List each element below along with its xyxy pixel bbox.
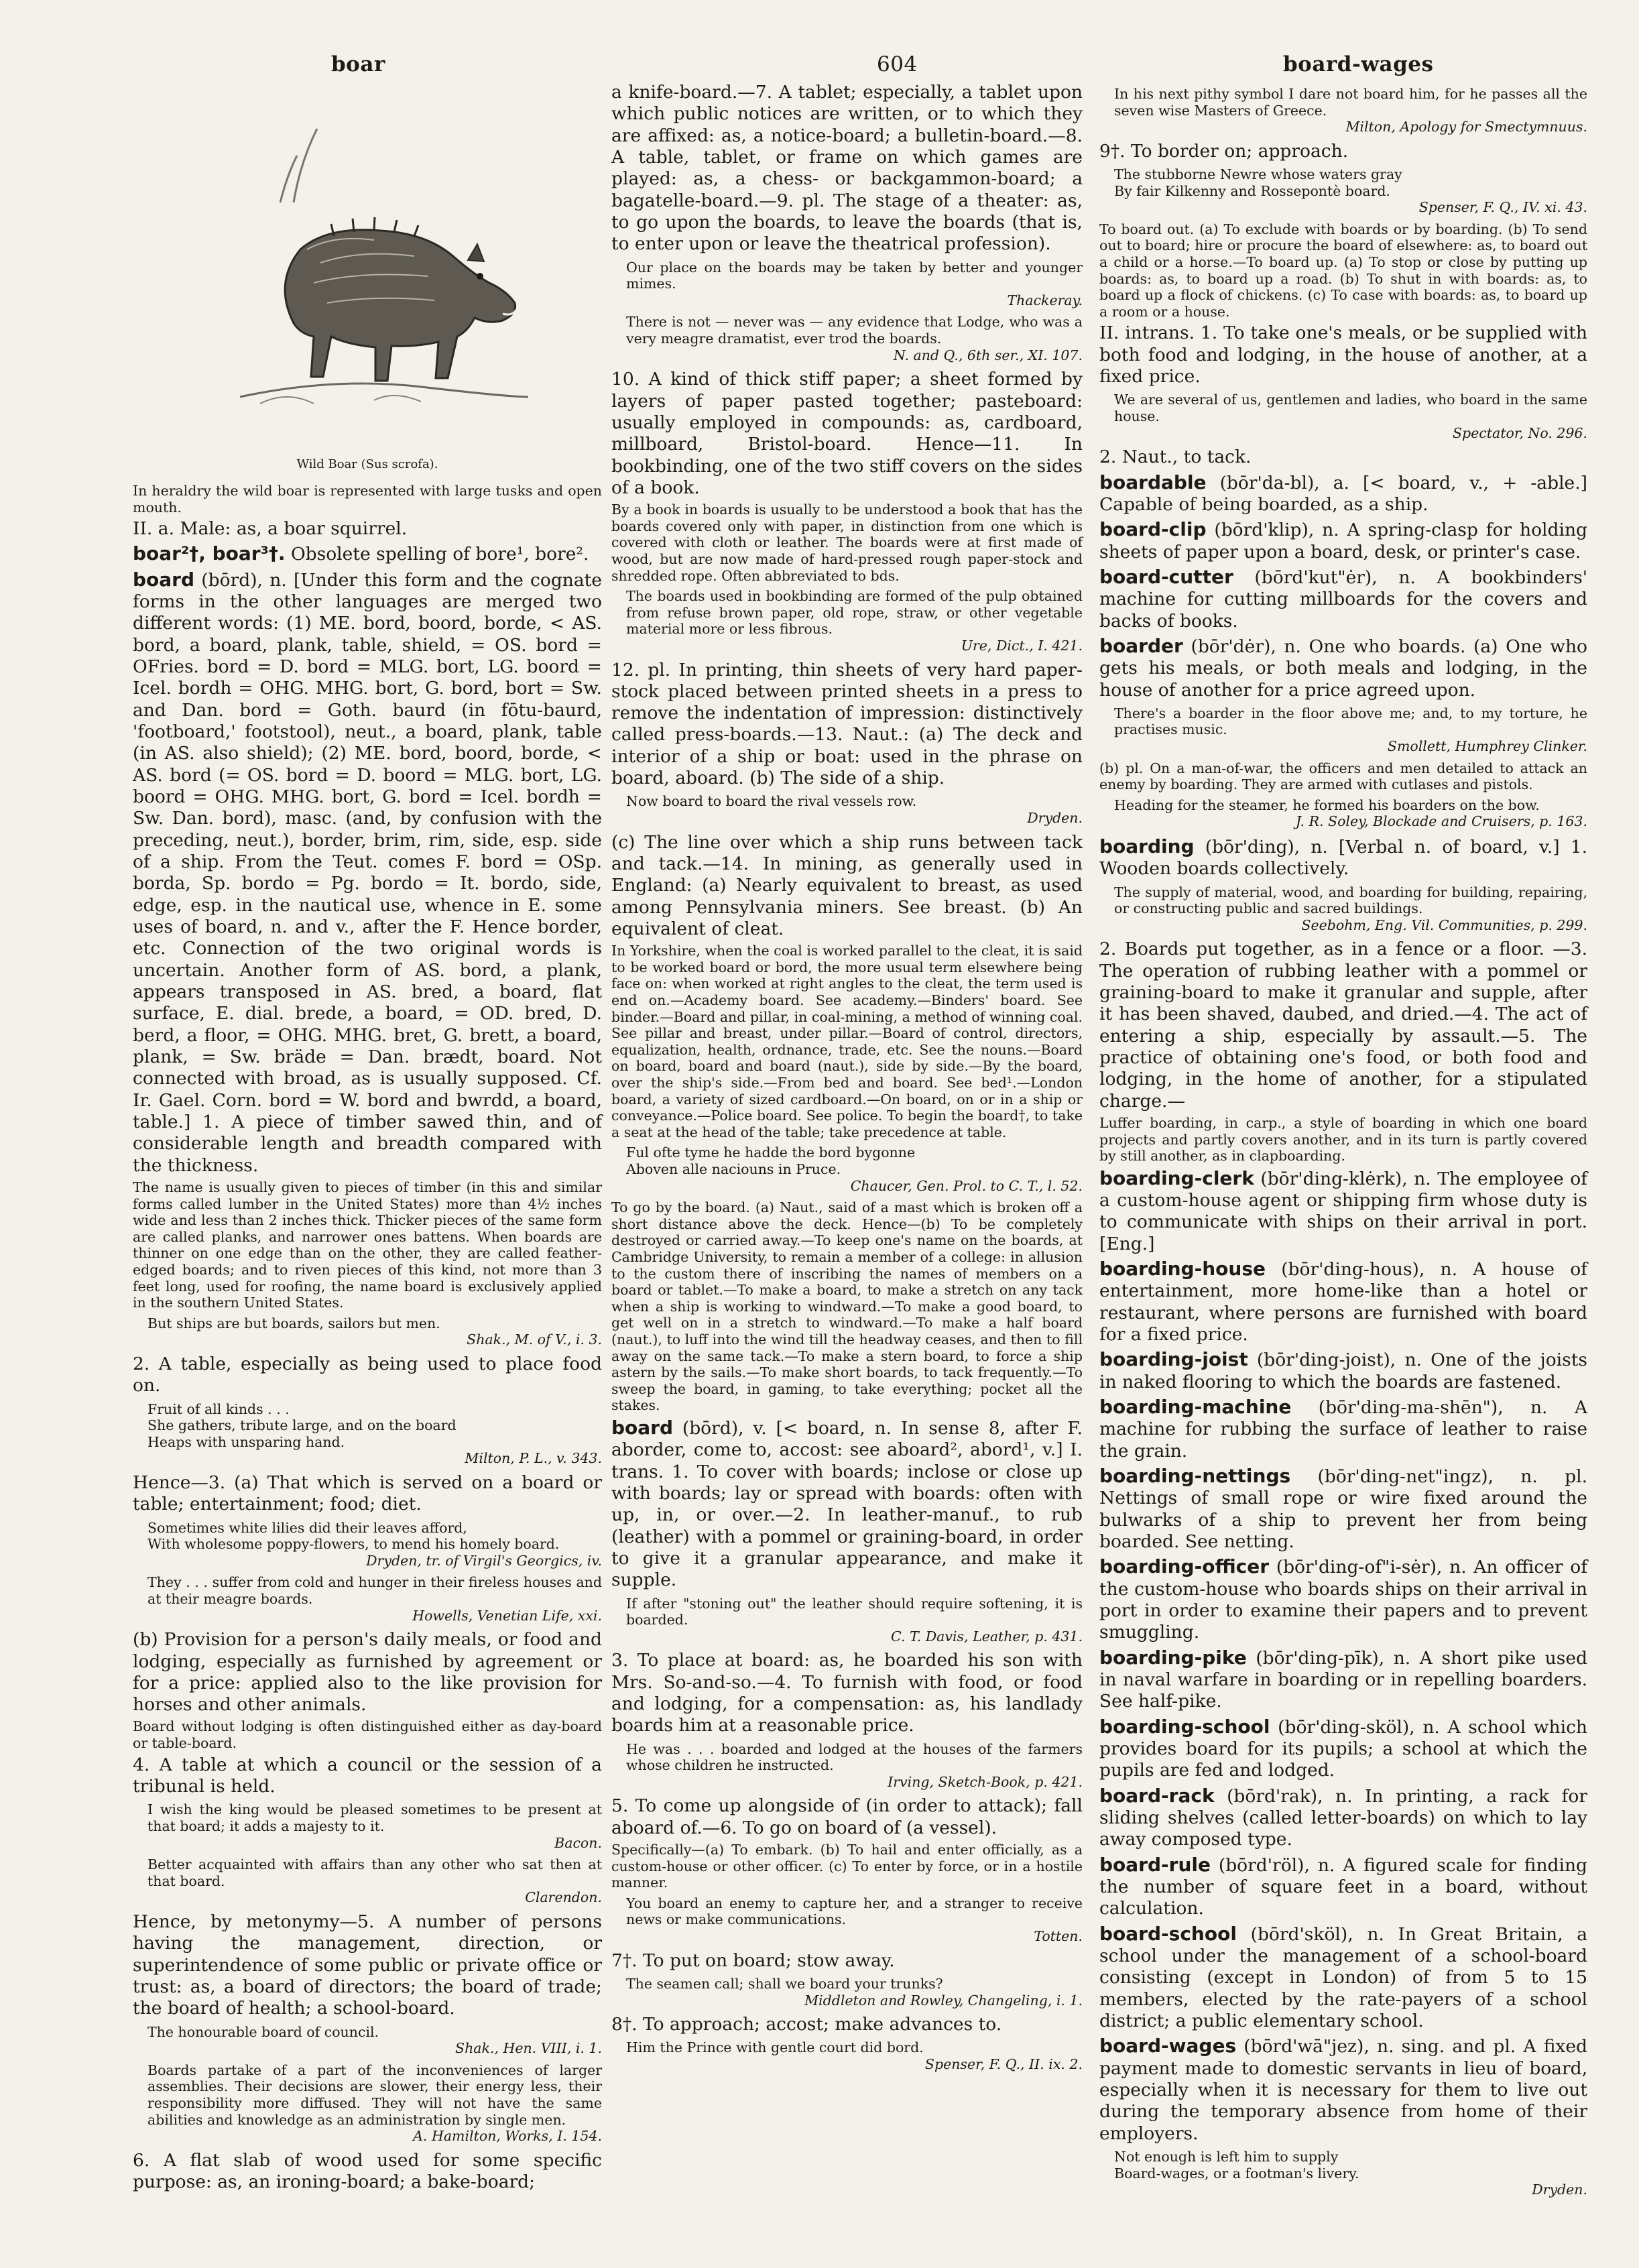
headword: boarding-joist [1099, 1348, 1248, 1371]
headword: board [611, 1416, 674, 1439]
entry-note [611, 1199, 1083, 1414]
quote-source: A. Hamilton, Works, I. 154. [413, 2128, 602, 2145]
dictionary-entry [1099, 1647, 1587, 1713]
entry-sense [133, 1754, 602, 1798]
entry-text: (bōr'ding), n. [Verbal n. of board, v.] 1. Wooden boards collectively. [1099, 836, 1587, 880]
dictionary-entry [1099, 566, 1587, 632]
entry-sense [611, 1650, 1083, 1736]
entry-text: (bōr'ding-sköl), n. A school which provides board for its pupils; a school at which the pupils are fed and lodged. [1099, 1716, 1587, 1781]
quote-source: Milton, Apology for Smectymnuus. [1345, 119, 1587, 135]
entry-text: (bōr'ding-klėrk), n. The employee of a custom-house agent or shipping firm whose duty is to communicate with ships on their arrival in port. [Eng.] [1099, 1168, 1587, 1254]
quote-line: The stubborne Newre whose waters gray [1114, 166, 1402, 183]
quote-line: Him the Prince with gentle court did bord. [626, 2039, 924, 2056]
dictionary-entry [1099, 2035, 1587, 2145]
quote-source: Thackeray. [1007, 292, 1083, 308]
quote-line: The supply of material, wood, and boarding for building, repairing, or constructing public and sacred buildings. [1114, 884, 1587, 917]
quote-line: Heaps with unsparing hand. [147, 1433, 345, 1450]
entry-sense [611, 2014, 1083, 2035]
citation-quote [611, 2039, 1083, 2072]
quote-source: Irving, Sketch-Book, p. 421. [888, 1773, 1083, 1790]
entry-sense [133, 1911, 602, 2020]
entry-sense [1099, 141, 1587, 162]
citation-quote [133, 1574, 602, 1624]
quote-line: Our place on the boards may be taken by better and younger mimes. [626, 259, 1083, 292]
dictionary-entry [1099, 518, 1587, 563]
entry-sense [611, 369, 1083, 499]
dictionary-entry [133, 569, 602, 1177]
quote-line: The honourable board of council. [147, 2023, 379, 2040]
figure-caption: Wild Boar (Sus scrofa). [296, 457, 438, 471]
wild-boar-illustration [200, 82, 535, 457]
entry-text: Hence, by metonymy—5. A number of persons having the management, direction, or superintendence of some public or private office or trust: as, a board of directors; the board of trade; the board of health; a school-board. [133, 1911, 602, 2019]
headword: boardable [1099, 471, 1207, 493]
quote-source: N. and Q., 6th ser., XI. 107. [893, 347, 1083, 363]
quote-source: Smollett, Humphrey Clinker. [1387, 738, 1587, 755]
headword: boarding-nettings [1099, 1465, 1291, 1488]
entry-text: (bōrd'sköl), n. In Great Britain, a school under the management of a school-board consisting (except in London) of from 5 to 15 members, elected by the rate-payers of a school district; a public elementary school. [1099, 1923, 1587, 2031]
citation-quote [611, 1596, 1083, 1645]
entry-text: (b) pl. On a man-of-war, the officers and men detailed to attack an enemy by boarding. They are armed with cutlases and pistols. [1099, 760, 1587, 793]
dictionary-entry [1099, 635, 1587, 701]
quote-line: Fruit of all kinds . . . [147, 1400, 290, 1417]
quote-line: She gathers, tribute large, and on the board [147, 1417, 457, 1434]
headword: boarding [1099, 835, 1195, 857]
entry-sense [611, 832, 1083, 941]
entry-sense [133, 1354, 602, 1397]
entry-text: a knife-board.—7. A tablet; especially, a tablet upon which public notices are written, or to which they are affixed: as, a notice-board; a bulletin-board.—8. A table, tablet, or frame on which games are played: as, a chess- or backgammon-board; a bagatelle-board.—9. pl. The stage of a theater: as, to go upon the boards, to leave the boards (that is, to enter upon or leave the theatrical profession). [611, 82, 1083, 255]
quote-line: You board an enemy to capture her, and a stranger to receive news or make communications. [626, 1895, 1083, 1928]
quote-line: Ful ofte tyme he hadde the bord bygonne [626, 1144, 916, 1161]
entry-text: 8†. To approach; accost; make advances to. [611, 2014, 1002, 2035]
entry-text: 6. A flat slab of wood used for some specific purpose: as, an ironing-board; a bake-board; [133, 2149, 602, 2193]
entry-note [133, 1179, 602, 1311]
entry-text: (bōr'ding-of"i-sėr), n. An officer of the custom-house who boards ships on their arrival in port in order to examine their papers and to prevent smuggling. [1099, 1557, 1587, 1643]
entry-text: 9†. To border on; approach. [1099, 140, 1349, 162]
entry-text: 12. pl. In printing, thin sheets of very hard paper-stock placed between printed sheets in a press to remove the indentation of impression: distinctively called press-boards.—13. Naut.: (a) The deck and interior of a ship or boat: used in the phrase on board, aboard. (b) The side of a ship. [611, 659, 1083, 789]
column-2 [611, 82, 1083, 2078]
entry-sense [611, 1795, 1083, 1839]
headword: board-school [1099, 1922, 1237, 1945]
citation-quote [611, 793, 1083, 826]
quote-line: But ships are but boards, sailors but men. [147, 1315, 440, 1331]
quote-source: J. R. Soley, Blockade and Cruisers, p. 163. [1295, 813, 1587, 830]
entry-text: Board without lodging is often distinguished either as day-board or table-board. [133, 1718, 602, 1752]
entry-text: (bōrd'rak), n. In printing, a rack for sliding shelves (called letter-boards) on which to lay away composed type. [1099, 1785, 1587, 1850]
quote-line: They . . . suffer from cold and hunger in their fireless houses and at their meagre boards. [147, 1574, 602, 1607]
entry-text: (bōr'ding-pīk), n. A short pike used in naval warfare in boarding or in repelling boarders. See half-pike. [1099, 1647, 1587, 1712]
entry-text: II. intrans. 1. To take one's meals, or be supplied with both food and lodging, in the house of another, at a fixed price. [1099, 322, 1587, 387]
headword: boarding-school [1099, 1715, 1270, 1738]
citation-quote [611, 1144, 1083, 1194]
entry-text: To board out. (a) To exclude with boards or by boarding. (b) To send out to board; hire or procure the board of elsewhere: as, to board out a child or a horse.—To board up. (a) To stop or close by putting up boards: as, to board up a road. (b) To shut in with boards: as, to board up a flock of chickens. (c) To case with boards: as, to board up a room or a house. [1099, 221, 1587, 320]
quote-source: Seebohm, Eng. Vil. Communities, p. 299. [1301, 916, 1587, 933]
citation-quote [611, 259, 1083, 309]
entry-text: (bōr'da-bl), a. [< board, v., + -able.] Capable of being boarded, as a ship. [1099, 472, 1587, 515]
entry-sense [1099, 446, 1587, 468]
entry-text: (b) Provision for a person's daily meals, or food and lodging, especially as furnished by agreement or for a price: applied also to the like provision for horses and other animals. [133, 1629, 602, 1716]
entry-text: 2. Naut., to tack. [1099, 446, 1252, 468]
entry-text: (bōrd), v. [< board, n. In sense 8, after F. aborder, come to, accost: see aboard², abord¹, v.] I. trans. 1. To cover with boards; inclose or close up with boards; lay or spread with boards: often with up, in, or over.—2. In leather-manuf., to rub (leather) with a pommel or graining-board, in order to give it a granular appearance, and make it supple. [611, 1417, 1083, 1591]
entry-sense [611, 1950, 1083, 1972]
quote-line: We are several of us, gentlemen and ladies, who board in the same house. [1114, 392, 1587, 425]
entry-note [133, 1718, 602, 1751]
entry-text: (bōrd'klip), n. A spring-clasp for holding sheets of paper upon a board, desk, or printer's case. [1099, 520, 1587, 562]
quote-line: Boards partake of a part of the inconveniences of larger assemblies. Their decisions are slower, their energy less, their responsibility more diffused. They will not have the same abilities and knowledge as an administration by single men. [147, 2062, 602, 2128]
entry-text: (bōr'ding-ma-shēn"), n. A machine for rubbing the surface of leather to raise the grain. [1099, 1397, 1587, 1461]
quote-line: Now board to board the rival vessels row. [626, 793, 917, 810]
entry-text: (bōr'ding-joist), n. One of the joists in naked flooring to which the boards are fastened. [1099, 1350, 1587, 1392]
quote-line: Better acquainted with affairs than any other who sat then at that board. [147, 1856, 602, 1889]
quote-source: Spenser, F. Q., II. ix. 2. [924, 2056, 1083, 2073]
quote-line: By fair Kilkenny and Rossepontè board. [1114, 182, 1391, 199]
entry-text: (bōr'ding-net"ingz), n. pl. Nettings of small rope or wire fixed around the bulwarks of a ship to prevent her from being boarded. See netting. [1099, 1466, 1587, 1553]
entry-sense [1099, 939, 1587, 1112]
citation-quote [133, 1801, 602, 1851]
citation-quote [133, 2062, 602, 2145]
page-number: 604 [877, 52, 918, 76]
quote-line: There's a boarder in the floor above me; and, to my torture, he practises music. [1114, 705, 1587, 738]
running-head-left: boar [331, 52, 385, 76]
citation-quote [1099, 884, 1587, 934]
headword: boarding-officer [1099, 1555, 1270, 1578]
quote-source: C. T. Davis, Leather, p. 431. [891, 1628, 1083, 1645]
quote-source: Ure, Dict., I. 421. [961, 637, 1083, 654]
dictionary-entry [1099, 1396, 1587, 1462]
citation-quote [1099, 86, 1587, 135]
headword: board-clip [1099, 518, 1207, 541]
column-3 [1099, 82, 1587, 2204]
dictionary-entry [611, 1417, 1083, 1592]
entry-text: 4. A table at which a council or the session of a tribunal is held. [133, 1754, 602, 1797]
entry-text: (bōrd), n. [Under this form and the cognate forms in the other languages are merged two different words: (1) ME. bord, boord, borde, < AS. bord, a board, plank, table, shield, = OS. bord = OFries. bord = D. bord = MLG. bort, LG. boord = Icel. bordh = OHG. MHG. bort, G. bord, bort = Sw. and Dan. bord = Goth. baurd (in fōtu-baurd, 'footboard,' footstool), neut., a board, plank, table (in AS. also shield); (2) ME. bord, boord, borde, < AS. bord (= OS. bord = D. boord = MLG. bort, LG. boord = OHG. MHG. bort, G. bord = Icel. bordh = Sw. Dan. bord), masc. (and, by confusion with the preceding, neut.), border, brim, rim, side, esp. side of a ship. From the Teut. comes F. bord = OSp. borda, Sp. bordo = Pg. bordo = It. bordo, side, edge, esp. in the nautical use, whence in E. some uses of board, n. and v., after the F. Hence border, etc. Connection of the two original words is uncertain. Another form of AS. bord, a plank, appears transposed in AS. bred, a board, flat surface, E. dial. brede, a board, = OD. bred, D. berd, a floor, = OHG. MHG. bret, G. brett, a board, plank, = Sw. bräde = Dan. brædt, board. Not connected with broad, as is usually supposed. Cf. Ir. Gael. Corn. bord = W. bord and bwrdd, a board, table.] 1. A piece of timber sawed thin, and of considerable length and breadth compared with the thickness. [133, 569, 602, 1176]
entry-text: (bōrd'wā"jez), n. sing. and pl. A fixed payment made to domestic servants in lieu of board, especially when it is necessary for them to live out during the temporary absence from home of their employers. [1099, 2036, 1587, 2144]
dictionary-entry [1099, 1465, 1587, 1553]
headword: board-rule [1099, 1853, 1211, 1876]
entry-note [611, 943, 1083, 1140]
entry-text: Luffer boarding, in carp., a style of boarding in which one board projects and partly covers another, and in its turn is partly covered by still another, as in clapboarding. [1099, 1115, 1587, 1165]
dictionary-entry [1099, 1258, 1587, 1346]
quote-line: The boards used in bookbinding are formed of the pulp obtained from refuse brown paper, old rope, straw, or other vegetable material more or less fibrous. [626, 588, 1083, 638]
quote-line: He was . . . boarded and lodged at the houses of the farmers whose children he instructed. [626, 1740, 1083, 1774]
headword: boarding-house [1099, 1258, 1266, 1280]
citation-quote [133, 1315, 602, 1348]
quote-source: Clarendon. [525, 1889, 602, 1906]
dictionary-entry [1099, 1348, 1587, 1393]
entry-text: Obsolete spelling of bore¹, bore². [285, 544, 589, 565]
dictionary-entry [133, 542, 602, 565]
headword: boarding-pike [1099, 1646, 1247, 1669]
quote-line: The seamen call; shall we board your trunks? [626, 1975, 943, 1992]
quote-source: Dryden. [1532, 2182, 1587, 2198]
entry-sense [611, 82, 1083, 255]
dictionary-entry [1099, 1167, 1587, 1255]
citation-quote [1099, 2149, 1587, 2198]
entry-text: In Yorkshire, when the coal is worked parallel to the cleat, it is said to be worked board or bord, the more usual term elsewhere being face on: when worked at right angles to the cleat, the term used is end on.—Academy board. See academy.—Binders' board. See binder.—Board and pillar, in coal-mining, a method of winning coal. See pillar and breast, under pillar.—Board of control, directors, equalization, health, ordnance, trade, etc. See the nouns.—Board on board, board and board (naut.), side by side.—By the board, over the ship's side.—From bed and board. See bed¹.—London board, a variety of sized cardboard.—On board, on or in a ship or conveyance.—Police board. See police. To begin the board†, to take a seat at the head of the table; take precedence at table. [611, 943, 1083, 1140]
headword: board [133, 568, 195, 591]
quote-line: Not enough is left him to supply [1114, 2148, 1339, 2165]
quote-source: Spectator, No. 296. [1453, 424, 1587, 441]
headword: board-cutter [1099, 565, 1233, 588]
column-1 [133, 82, 602, 2196]
entry-text: 5. To come up alongside of (in order to attack); fall aboard of.—6. To go on board of (a vessel). [611, 1795, 1083, 1838]
quote-line: Sometimes white lilies did their leaves afford, [147, 1519, 467, 1536]
entry-sense [133, 1629, 602, 1716]
entry-note [611, 501, 1083, 584]
dictionary-entry [1099, 471, 1587, 516]
quote-line: There is not — never was — any evidence that Lodge, who was a very meagre dramatist, ever trod the boards. [626, 314, 1083, 347]
entry-text: 2. A table, especially as being used to place food on. [133, 1353, 602, 1396]
citation-quote [1099, 166, 1587, 216]
citation-quote [133, 1520, 602, 1569]
citation-quote [1099, 392, 1587, 441]
quote-source: Bacon. [554, 1834, 602, 1851]
quote-line: In his next pithy symbol I dare not board him, for he passes all the seven wise Masters of Greece. [1114, 86, 1587, 119]
headword: boar²†, boar³†. [133, 542, 286, 565]
citation-quote [611, 588, 1083, 654]
citation-quote [133, 1401, 602, 1467]
quote-source: Shak., M. of V., i. 3. [467, 1331, 602, 1348]
entry-note [133, 483, 602, 516]
quote-line: Board-wages, or a footman's livery. [1114, 2165, 1359, 2182]
quote-source: Middleton and Rowley, Changeling, i. 1. [804, 1992, 1083, 2009]
entry-text: 10. A kind of thick stiff paper; a sheet formed by layers of paper pasted together; pasteboard: usually employed in compounds: as, cardboard, millboard, Bristol-board. Hence—11. In bookbinding, one of the two stiff covers on the sides of a book. [611, 369, 1083, 498]
entry-note [1099, 221, 1587, 320]
citation-quote [611, 1895, 1083, 1945]
entry-text: (bōr'ding-hous), n. A house of entertainment, more home-like than a hotel or restaurant, where persons are furnished with board for a fixed price. [1099, 1259, 1587, 1346]
entry-sense [133, 518, 602, 540]
entry-text: (c) The line over which a ship runs between tack and tack.—14. In mining, as generally used in England: (a) Nearly equivalent to breast, as used among Pennsylvania miners. See breast. (b) An equivalent of cleat. [611, 831, 1083, 939]
citation-quote [1099, 705, 1587, 755]
quote-source: Milton, P. L., v. 343. [465, 1450, 602, 1467]
headword: board-wages [1099, 2035, 1237, 2057]
headword: boarding-clerk [1099, 1167, 1254, 1189]
quote-line: I wish the king would be pleased sometimes to be present at that board; it adds a majesty to it. [147, 1801, 602, 1834]
headword: boarding-machine [1099, 1396, 1292, 1419]
citation-quote [1099, 797, 1587, 830]
quote-source: Dryden. [1027, 810, 1083, 827]
quote-source: Dryden, tr. of Virgil's Georgics, iv. [366, 1552, 602, 1569]
column-2-text [611, 82, 1083, 2073]
quote-source: Spenser, F. Q., IV. xi. 43. [1418, 199, 1587, 216]
entry-text: The name is usually given to pieces of timber (in this and similar forms called lumber in the United States) more than 4½ inches wide and less than 2 inches thick. Thicker pieces of the same form are called planks, and narrower ones battens. When boards are thinner on one edge than on the other, they are called feather-edged boards; and to riven pieces of this kind, not more than 3 feet long, used for roofing, the name board is exclusively applied in the southern United States. [133, 1179, 602, 1311]
dictionary-entry [1099, 1923, 1587, 2033]
quote-source: Howells, Venetian Life, xxi. [412, 1607, 602, 1624]
entry-text: 2. Boards put together, as in a fence or a floor. —3. The operation of rubbing leather with a pommel or graining-board to make it granular and supple, after it has been shaved, daubed, and dried.—4. The act of entering a ship, especially by assault.—5. The practice of obtaining one's food, or both food and lodging, in the home of another, for a stipulated charge.— [1099, 939, 1587, 1112]
entry-text: By a book in boards is usually to be understood a book that has the boards covered only with paper, in distinction from one which is covered with cloth or leather. The boards were at first made of wood, but are now made of hard-pressed rough paper-stock and shredded rope. Often abbreviated to bds. [611, 501, 1083, 584]
entry-text: 7†. To put on board; stow away. [611, 1950, 895, 1971]
entry-note [611, 1842, 1083, 1891]
dictionary-entry [1099, 1716, 1587, 1782]
column-1-text [133, 483, 602, 2193]
entry-sense [1099, 322, 1587, 387]
entry-sense [611, 660, 1083, 790]
quote-line: Aboven alle naciouns in Pruce. [626, 1161, 841, 1178]
quote-source: Shak., Hen. VIII, i. 1. [455, 2040, 602, 2057]
quote-line: Heading for the steamer, he formed his boarders on the bow. [1114, 796, 1540, 813]
citation-quote [611, 1976, 1083, 2009]
citation-quote [133, 2024, 602, 2057]
dictionary-entry [1099, 1854, 1587, 1920]
entry-text: (bōrd'röl), n. A figured scale for finding the number of square feet in a board, without calculation. [1099, 1854, 1587, 1919]
quote-source: Chaucer, Gen. Prol. to C. T., l. 52. [850, 1177, 1083, 1194]
entry-sense [133, 1472, 602, 1516]
dictionary-entry [1099, 1785, 1587, 1851]
entry-text: (bōrd'kut"ėr), n. A bookbinders' machine for cutting millboards for the covers and backs of books. [1099, 566, 1587, 632]
column-3-text [1099, 86, 1587, 2198]
dictionary-entry [1099, 1555, 1587, 1643]
citation-quote [611, 1741, 1083, 1791]
entry-note [1099, 760, 1587, 793]
entry-text: (bōr'dėr), n. One who boards. (a) One who gets his meals, or both meals and lodging, in the house of another for a price agreed upon. [1099, 636, 1587, 701]
headword: boarder [1099, 634, 1183, 657]
citation-quote [611, 314, 1083, 363]
running-head-right: board-wages [1283, 52, 1434, 76]
headword: board-rack [1099, 1784, 1215, 1807]
entry-text: 3. To place at board: as, he boarded his son with Mrs. So-and-so.—4. To furnish with food, or food and lodging, for a compensation: as, his landlady boards him at a reasonable price. [611, 1650, 1083, 1736]
dictionary-entry [1099, 835, 1587, 880]
quote-line: With wholesome poppy-flowers, to mend his homely board. [147, 1536, 560, 1553]
entry-sense [133, 2150, 602, 2194]
entry-text: Specifically—(a) To embark. (b) To hail and enter officially, as a custom-house or other officer. (c) To enter by force, or in a hostile manner. [611, 1842, 1083, 1891]
entry-text: In heraldry the wild boar is represented with large tusks and open mouth. [133, 482, 602, 516]
entry-note [1099, 1115, 1587, 1165]
entry-text: To go by the board. (a) Naut., said of a mast which is broken off a short distance above the deck. Hence—(b) To be completely destroyed or carried away.—To keep one's name on the boards, at Cambridge University, to remain a member of a college: in allusion to the custom there of inscribing the names of members on a board or tablet.—To make a board, to make a stretch on any tack when a ship is working to windward.—To make a good board, to get well on in a stretch to windward.—To make a half board (naut.), to luff into the wind till the headway ceases, and then to fill away on the same tack.—To make a stern board, to force a ship astern by the sails.—To make short boards, to tack frequently.—To sweep the board, in gaming, to take everything; pocket all the stakes. [611, 1199, 1083, 1414]
entry-text: Hence—3. (a) That which is served on a board or table; entertainment; food; diet. [133, 1472, 602, 1515]
entry-text: II. a. Male: as, a boar squirrel. [133, 518, 408, 540]
quote-source: Totten. [1034, 1928, 1083, 1945]
citation-quote [133, 1856, 602, 1906]
quote-line: If after "stoning out" the leather should require softening, it is boarded. [626, 1595, 1083, 1628]
